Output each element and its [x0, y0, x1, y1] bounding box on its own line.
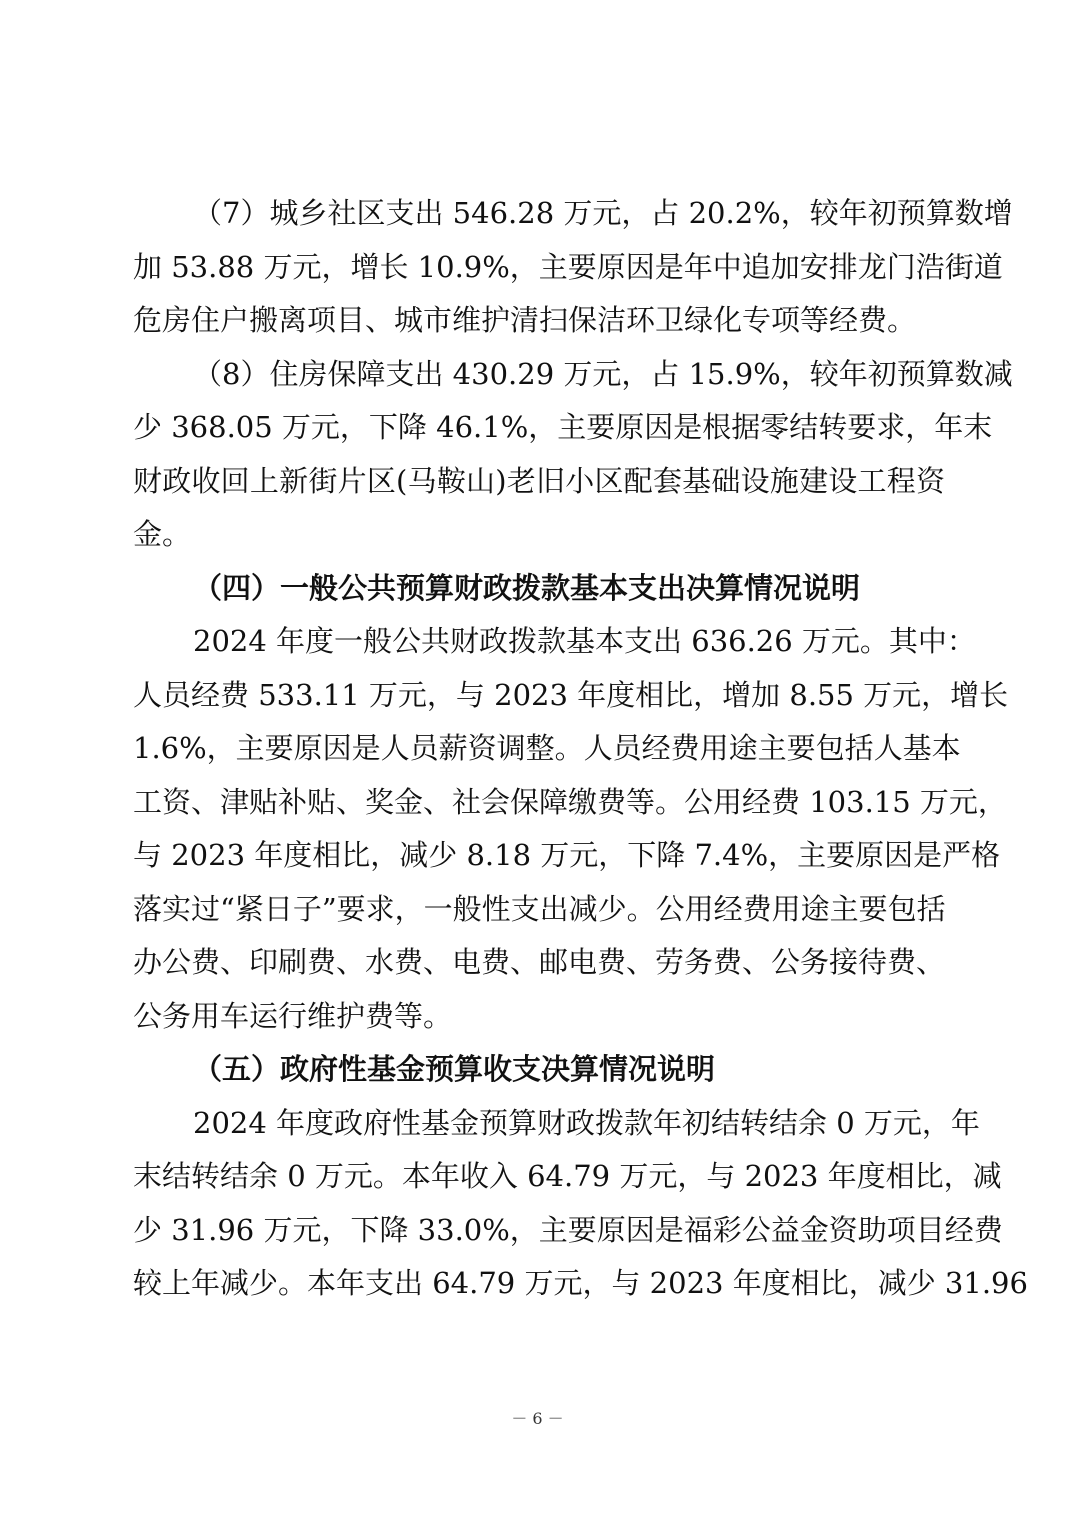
paragraph-7-line-2: 加 53.88 万元，增长 10.9%，主要原因是年中追加安排龙门浩街道	[133, 250, 1003, 284]
fund-budget-line-3: 少 31.96 万元，下降 33.0%，主要原因是福彩公益金资助项目经费	[133, 1213, 1003, 1247]
basic-expenditure-line-5: 与 2023 年度相比，减少 8.18 万元，下降 7.4%，主要原因是严格	[133, 838, 1001, 872]
page-number: － 6 －	[511, 1409, 564, 1428]
fund-budget-line-2: 末结转结余 0 万元。本年收入 64.79 万元，与 2023 年度相比，减	[133, 1159, 1002, 1193]
paragraph-7-line-3: 危房住户搬离项目、城市维护清扫保洁环卫绿化专项等经费。	[133, 303, 917, 337]
basic-expenditure-line-4: 工资、津贴补贴、奖金、社会保障缴费等。公用经费 103.15 万元，	[133, 785, 1007, 819]
fund-budget-line-1: 2024 年度政府性基金预算财政拨款年初结转结余 0 万元，年	[193, 1106, 980, 1140]
basic-expenditure-line-3: 1.6%，主要原因是人员薪资调整。人员经费用途主要包括人基本	[133, 731, 961, 765]
section-heading-4: （四）一般公共预算财政拨款基本支出决算情况说明	[193, 571, 861, 605]
basic-expenditure-line-2: 人员经费 533.11 万元，与 2023 年度相比，增加 8.55 万元，增长	[133, 678, 1009, 712]
section-heading-5: （五）政府性基金预算收支决算情况说明	[193, 1052, 716, 1086]
paragraph-8-line-1: （8）住房保障支出 430.29 万元，占 15.9%，较年初预算数减	[193, 357, 1013, 391]
fund-budget-line-4: 较上年减少。本年支出 64.79 万元，与 2023 年度相比，减少 31.96	[133, 1266, 1028, 1300]
paragraph-7-line-1: （7）城乡社区支出 546.28 万元，占 20.2%，较年初预算数增	[193, 196, 1013, 230]
basic-expenditure-line-8: 公务用车运行维护费等。	[133, 999, 453, 1033]
paragraph-8-line-3: 财政收回上新街片区(马鞍山)老旧小区配套基础设施建设工程资	[133, 464, 945, 498]
basic-expenditure-line-1: 2024 年度一般公共财政拨款基本支出 636.26 万元。其中：	[193, 624, 976, 658]
paragraph-8-line-4: 金。	[133, 517, 192, 551]
basic-expenditure-line-6: 落实过“紧日子”要求，一般性支出减少。公用经费用途主要包括	[133, 892, 946, 926]
basic-expenditure-line-7: 办公费、印刷费、水费、电费、邮电费、劳务费、公务接待费、	[133, 945, 946, 979]
paragraph-8-line-2: 少 368.05 万元，下降 46.1%，主要原因是根据零结转要求，年末	[133, 410, 993, 444]
